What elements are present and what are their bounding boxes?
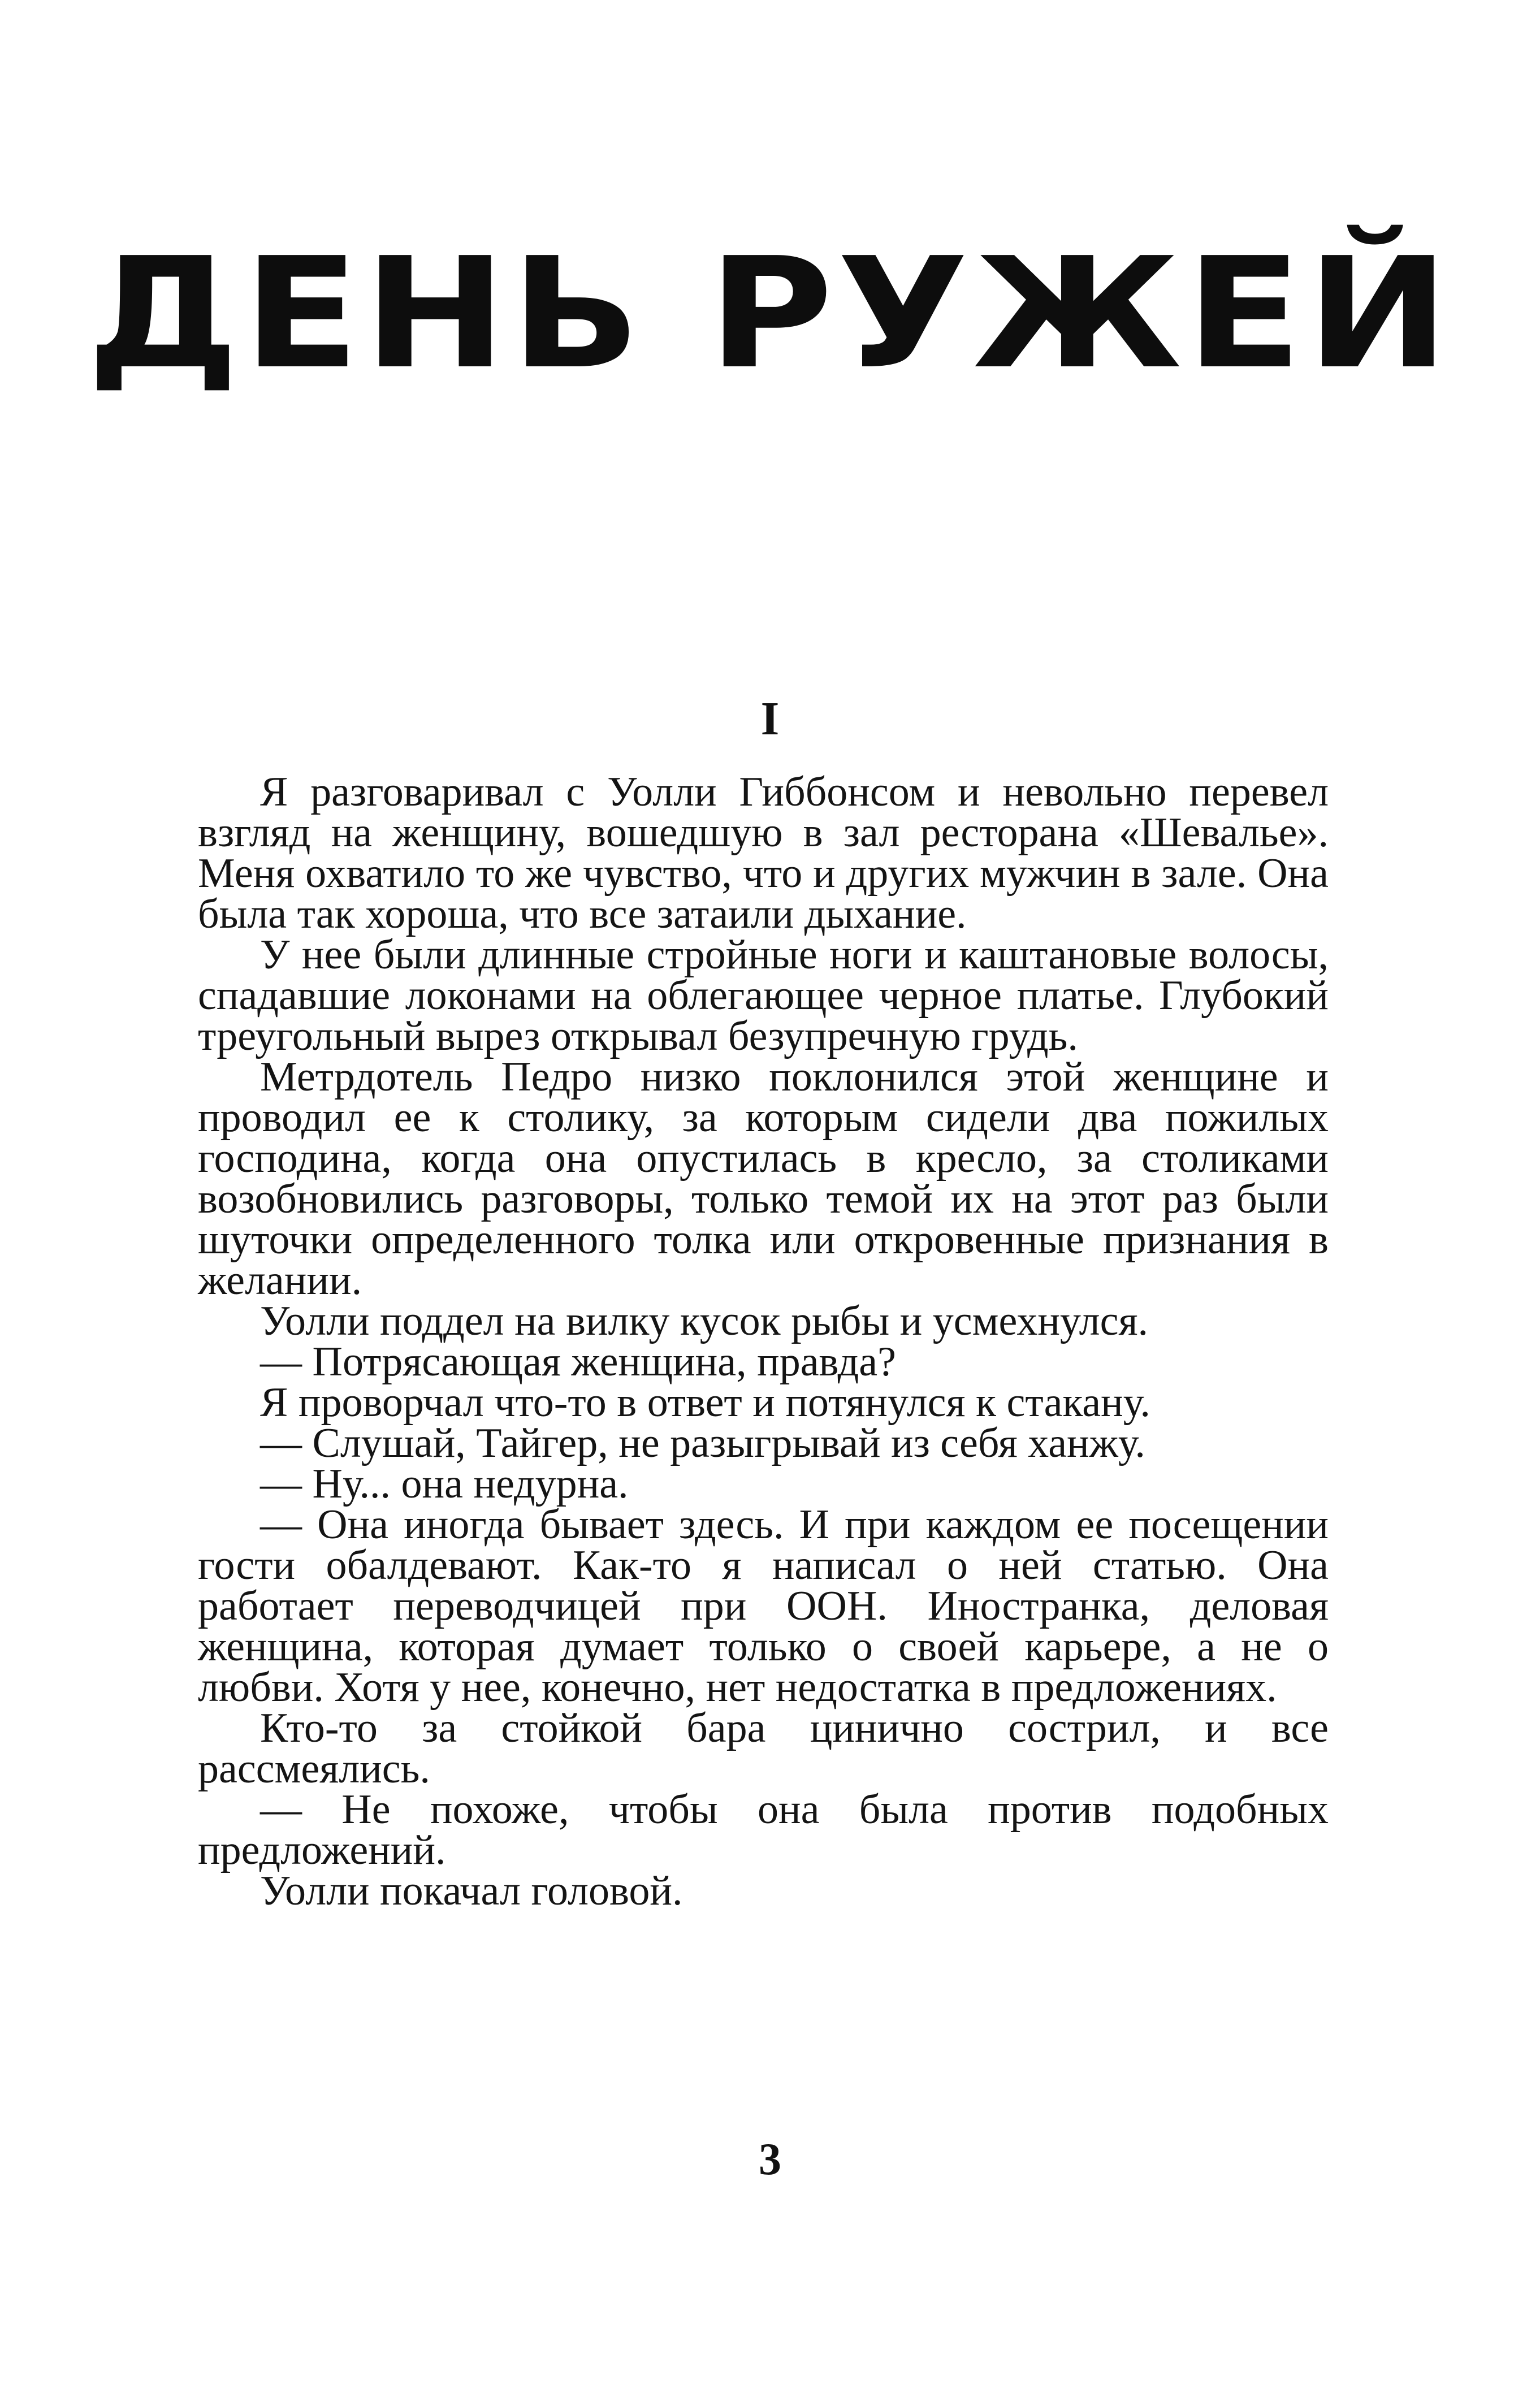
paragraph: Я проворчал что-то в ответ и потянулся к стакану. bbox=[260, 1379, 1150, 1426]
paragraph: — Не похоже, чтобы она была против подобных предложений. bbox=[198, 1786, 1329, 1873]
paragraph: У нее были длинные стройные ноги и каштановые волосы, спадавшие локонами на облегающее черное платье. Глубокий треугольный вырез открывал безупречную грудь. bbox=[198, 932, 1329, 1059]
paragraph: Уолли покачал головой. bbox=[260, 1868, 683, 1914]
paragraph: Уолли поддел на вилку кусок рыбы и усмехнулся. bbox=[260, 1298, 1148, 1344]
paragraph: — Потрясающая женщина, правда? bbox=[260, 1339, 896, 1385]
chapter-numeral: I bbox=[760, 693, 780, 745]
book-title: ДЕНЬ РУЖЕЙ bbox=[86, 224, 1454, 403]
paragraph: Я разговаривал с Уолли Гиббонсом и невольно перевел взгляд на женщину, вошедшую в зал ресторана «Шевалье». Меня охватило то же чувство, что и других мужчин в зале. Она была так хороша, что все затаили дыхание. bbox=[198, 769, 1329, 937]
body-text bbox=[198, 769, 1329, 1914]
paragraph: Метрдотель Педро низко поклонился этой женщине и проводил ее к столику, за которым сидели два пожилых господина, когда она опустилась в кресло, за столиками возобновились разговоры, только темой их на этот раз были шуточки определенного толка или откровенные признания в желании. bbox=[198, 1054, 1329, 1304]
paragraph: Кто-то за стойкой бара цинично сострил, и все рассмеялись. bbox=[198, 1705, 1329, 1792]
paragraph: — Слушай, Тайгер, не разыгрывай из себя ханжу. bbox=[260, 1420, 1145, 1466]
paragraph: — Ну... она недурна. bbox=[260, 1461, 629, 1507]
paragraph: — Она иногда бывает здесь. И при каждом ее посещении гости обалдевают. Как-то я написал о ней статью. Она работает переводчицей при ООН. Иностранка, деловая женщина, которая думает только о своей карьере, а не о любви. Хотя у нее, конечно, нет недостатка в предложениях. bbox=[198, 1501, 1329, 1711]
page-number: 3 bbox=[759, 2135, 781, 2184]
